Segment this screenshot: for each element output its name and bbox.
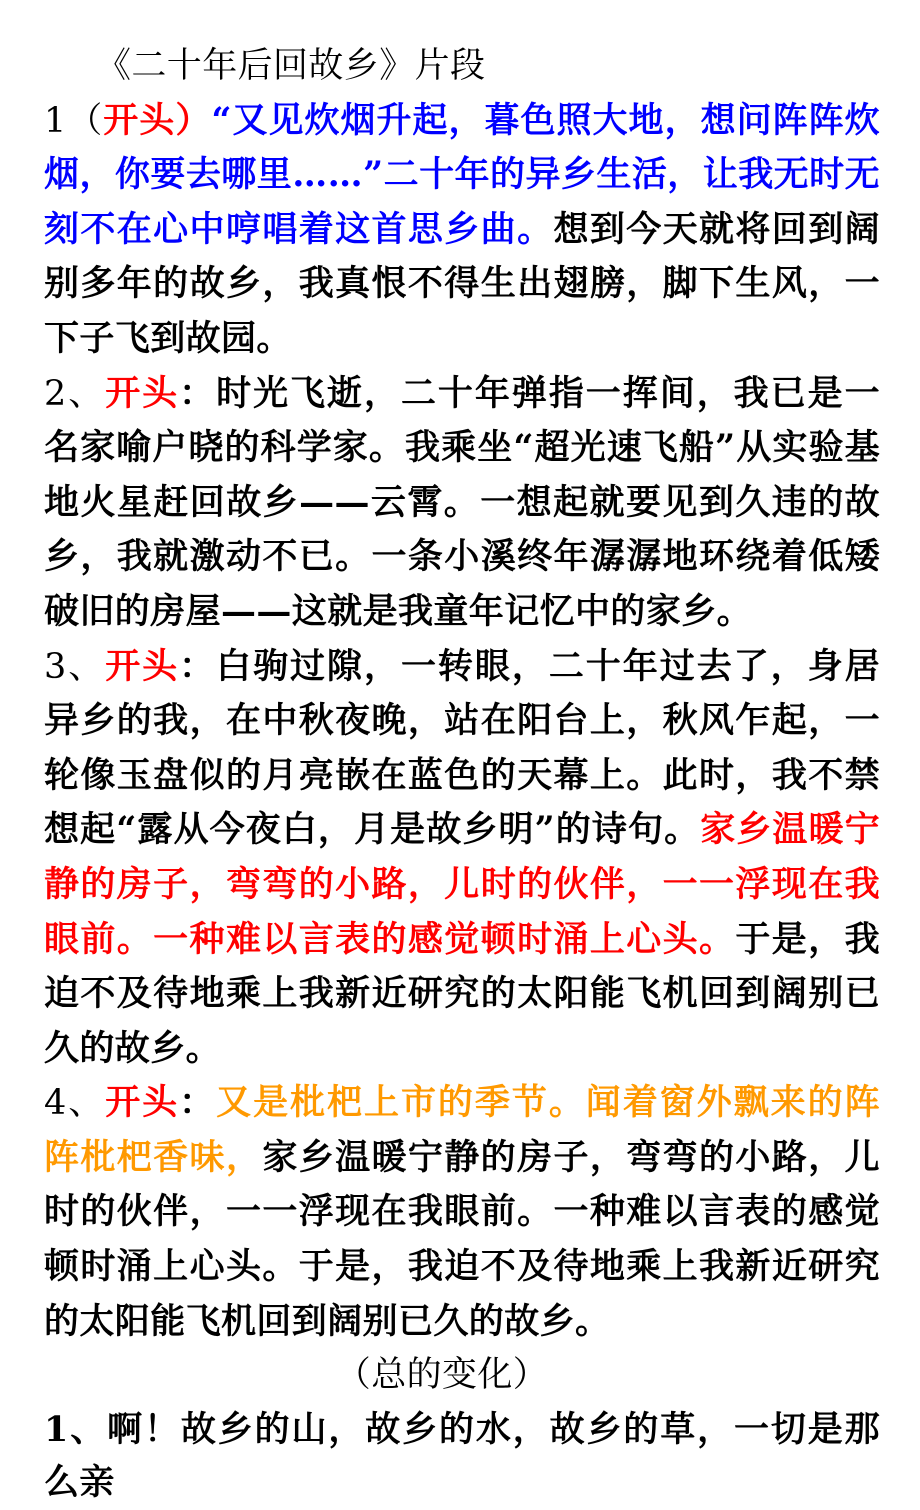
p4-colon: ： — [179, 1082, 217, 1124]
p3-number: 3、 — [44, 646, 106, 687]
paragraph-2 — [44, 367, 880, 640]
p3-text-1: ：白驹过隙，一转眼，二十年过去了，身居异乡的我，在中秋夜晚，站在阳台上，秋风乍起，一轮像玉盘似的月亮嵌在蓝色的天幕上。此时，我不禁想起“露从今夜白，月是故乡明”的诗句。 — [44, 645, 880, 851]
p1-text: 想到今天就将回到阔别多年的故乡，我真恨不得生出翅膀，脚下生风，一下子飞到故园。 — [44, 208, 880, 359]
p2-text: ：时光飞逝，二十年弹指一挥间，我已是一名家喻户晓的科学家。我乘坐“超光速飞船”从实验基地火星赶回故乡——云霄。一想起就要见到久违的故乡，我就激动不已。一条小溪终年潺潺地环绕着低矮破旧的房屋——这就是我童年记忆中的家乡。 — [44, 372, 880, 632]
p1-quote: “又见炊烟升起，暮色照大地，想问阵阵炊烟，你要去哪里……”二十年的异乡生活，让我无时无刻不在心中哼唱着这首思乡曲。 — [44, 99, 881, 250]
document-title: 《二十年后回故乡》片段 — [96, 46, 486, 86]
section-heading: （总的变化） — [335, 1355, 549, 1396]
p1-number: 1（ — [44, 100, 104, 141]
p2-number: 2、 — [44, 373, 106, 414]
paragraph-4 — [44, 1076, 880, 1349]
p3-tag: 开头 — [105, 645, 180, 687]
p3-highlight: 家乡温暖宁静的房子，弯弯的小路，儿时的伙伴，一一浮现在我眼前。一种难以言表的感觉顿时涌上心头。 — [44, 809, 880, 960]
paragraph-3 — [44, 640, 880, 1077]
paragraph-1 — [44, 94, 880, 367]
p2-tag: 开头 — [105, 372, 180, 414]
p4-number: 4、 — [44, 1083, 106, 1124]
p4-tag: 开头 — [105, 1082, 180, 1124]
document-page — [44, 40, 880, 1510]
p1-tag: 开头） — [103, 99, 212, 141]
p4-highlight: 又是枇杷上市的季节。闻着窗外飘来的阵阵枇杷香味， — [44, 1082, 880, 1178]
p4-text: 家乡温暖宁静的房子，弯弯的小路，儿时的伙伴，一一浮现在我眼前。一种难以言表的感觉顿时涌上心头。于是，我迫不及待地乘上我新近研究的太阳能飞机回到阔别已久的故乡。 — [44, 1136, 880, 1342]
paragraph-5: 1、啊！故乡的山，故乡的水，故乡的草，一切是那么亲 — [44, 1408, 880, 1504]
p3-text-2: 于是，我迫不及待地乘上我新近研究的太阳能飞机回到阔别已久的故乡。 — [44, 918, 880, 1069]
